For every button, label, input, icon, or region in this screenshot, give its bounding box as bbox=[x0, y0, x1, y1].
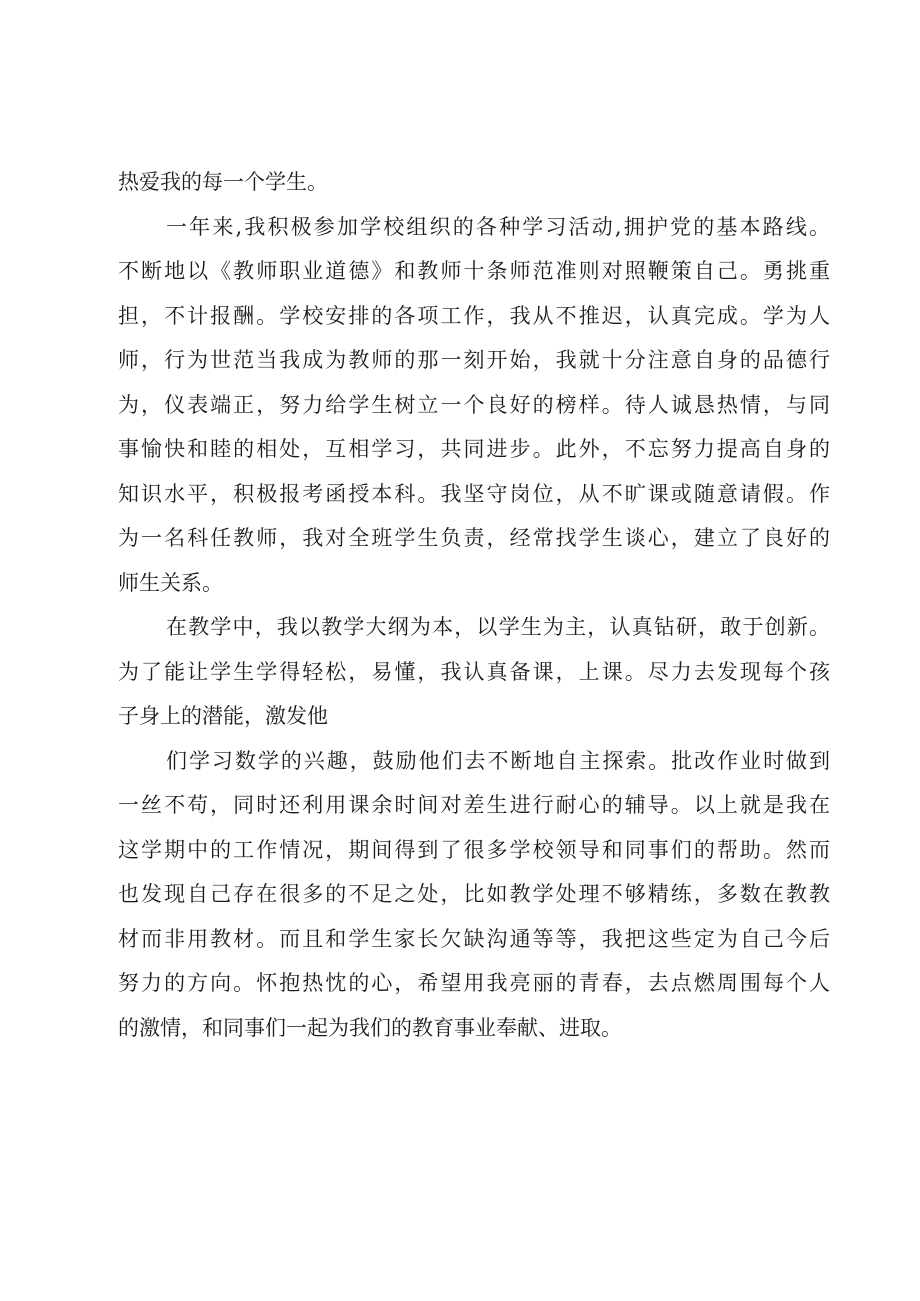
text-line: 一年来,我积极参加学校组织的各种学习活动,拥护党的基本路线。 bbox=[166, 214, 830, 239]
paragraph bbox=[118, 739, 830, 1051]
text-line: 子身上的潜能，激发他 bbox=[118, 704, 328, 728]
paragraph bbox=[118, 605, 830, 739]
text-line: 为一名科任教师，我对全班学生负责，经常找学生谈心，建立了良好的 bbox=[118, 526, 830, 550]
text-line: 热爱我的每一个学生。 bbox=[118, 170, 328, 194]
text-line: 担，不计报酬。学校安排的各项工作，我从不推迟，认真完成。学为人 bbox=[118, 303, 830, 328]
text-line: 一丝不苟，同时还利用课余时间对差生进行耐心的辅导。以上就是我在 bbox=[118, 793, 830, 817]
text-line: 师，行为世范当我成为教师的那一刻开始，我就十分注意自身的品德行 bbox=[118, 348, 830, 372]
text-line: 为，仪表端正，努力给学生树立一个良好的榜样。待人诚恳热情，与同 bbox=[118, 392, 830, 417]
document-body bbox=[118, 160, 830, 1050]
text-line: 师生关系。 bbox=[118, 570, 223, 595]
text-line: 在教学中，我以教学大纲为本，以学生为主，认真钻研，敢于创新。 bbox=[166, 615, 830, 639]
text-line: 努力的方向。怀抱热忱的心，希望用我亮丽的青春，去点燃周围每个人 bbox=[118, 971, 830, 995]
paragraph bbox=[118, 205, 830, 606]
paragraph bbox=[118, 160, 830, 205]
text-line: 知识水平，积极报考函授本科。我坚守岗位，从不旷课或随意请假。作 bbox=[118, 481, 830, 506]
text-line: 这学期中的工作情况，期间得到了很多学校领导和同事们的帮助。然而 bbox=[118, 837, 830, 862]
text-line: 也发现自己存在很多的不足之处，比如教学处理不够精练，多数在教教 bbox=[118, 882, 830, 906]
text-line: 不断地以《教师职业道德》和教师十条师范准则对照鞭策自己。勇挑重 bbox=[118, 259, 830, 283]
text-line: 的激情，和同事们一起为我们的教育事业奉献、进取。 bbox=[118, 1015, 622, 1040]
text-line: 们学习数学的兴趣，鼓励他们去不断地自主探索。批改作业时做到 bbox=[166, 748, 830, 773]
text-line: 为了能让学生学得轻松，易懂，我认真备课，上课。尽力去发现每个孩 bbox=[118, 659, 830, 684]
text-line: 材而非用教材。而且和学生家长欠缺沟通等等，我把这些定为自己今后 bbox=[118, 926, 830, 951]
text-line: 事愉快和睦的相处，互相学习，共同进步。此外，不忘努力提高自身的 bbox=[118, 437, 830, 461]
